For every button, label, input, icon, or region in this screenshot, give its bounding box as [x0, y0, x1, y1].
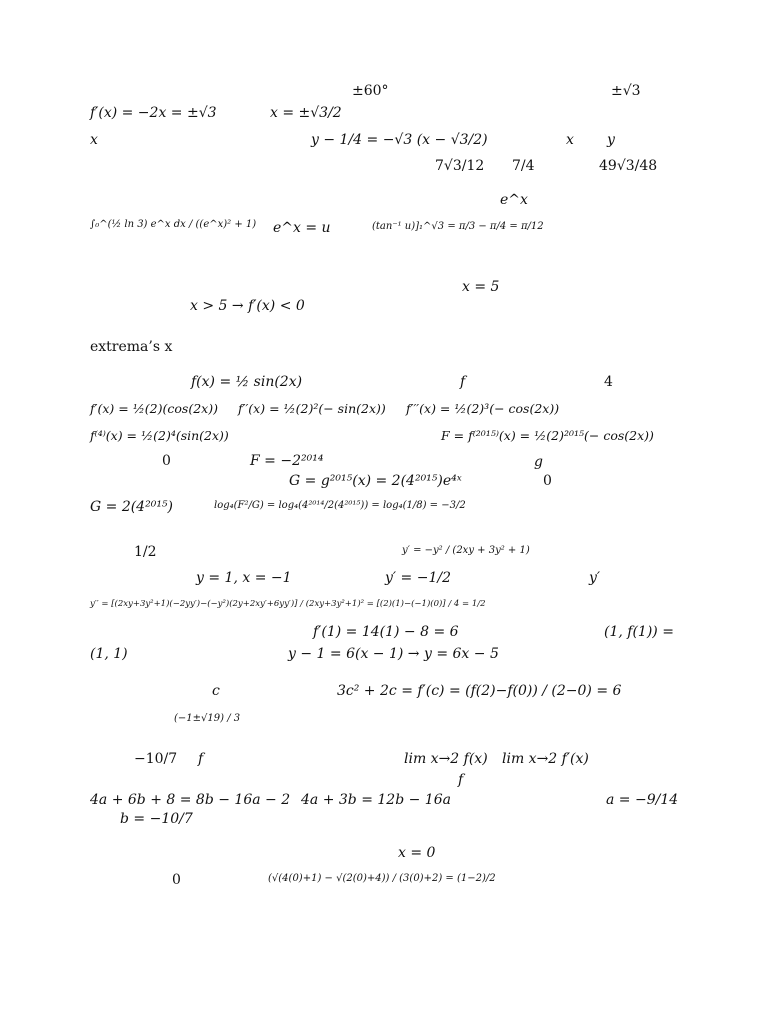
- expression: f′(x) = ½(2)(cos(2x)): [90, 401, 218, 416]
- expression: (1, 1): [90, 646, 128, 662]
- expression: y′ = −1/2: [385, 570, 451, 586]
- expression: f: [458, 772, 464, 788]
- expression: f′(x) = −2x = ±√3: [90, 105, 217, 121]
- expression: x = 0: [398, 845, 436, 861]
- expression: y′′ = [(2xy+3y²+1)(−2yy′)−(−y²)(2y+2xy′+6yy′)] / (2xy+3y²+1)² = [(2)(1)−(−1)(0)] / 4 = 1/2: [90, 599, 486, 609]
- expression: y′ = −y² / (2xy + 3y² + 1): [402, 545, 530, 556]
- expression: x > 5 → f′(x) < 0: [190, 298, 305, 314]
- expression: (−1±√19) / 3: [174, 713, 241, 724]
- expression: (tan⁻¹ u)]₁^√3 = π/3 − π/4 = π/12: [372, 221, 544, 232]
- expression: F = −2²⁰¹⁴: [250, 453, 324, 469]
- expression: G = g²⁰¹⁵(x) = 2(4²⁰¹⁵)e⁴ˣ: [289, 473, 462, 489]
- expression: y − 1 = 6(x − 1) → y = 6x − 5: [288, 646, 499, 662]
- integral-expression: ∫₀^(½ ln 3) e^x dx / ((e^x)² + 1): [90, 219, 257, 230]
- expression: 7/4: [512, 158, 535, 174]
- expression: y′: [589, 570, 601, 586]
- expression: x = 5: [462, 279, 500, 295]
- expression: y − 1/4 = −√3 (x − √3/2): [311, 132, 488, 148]
- expression: f′′(x) = ½(2)²(− sin(2x)): [238, 401, 386, 416]
- expression: e^x = u: [273, 220, 331, 236]
- expression: y: [607, 132, 615, 148]
- expression: ±60°: [352, 83, 389, 99]
- expression: ±√3: [611, 83, 641, 99]
- expression: x: [90, 132, 98, 148]
- expression: x = ±√3/2: [270, 105, 342, 121]
- expression: f: [198, 751, 204, 767]
- expression: −10/7: [134, 751, 178, 767]
- expression: f: [460, 374, 466, 390]
- expression: 7√3/12: [435, 158, 485, 174]
- expression: G = 2(4²⁰¹⁵): [90, 499, 174, 515]
- expression: log₄(F²/G) = log₄(4²⁰¹⁴/2(4²⁰¹⁵)) = log₄(1/8) = −3/2: [214, 500, 466, 511]
- expression: (√(4(0)+1) − √(2(0)+4)) / (3(0)+2) = (1−2)/2: [268, 873, 496, 884]
- expression: 4a + 6b + 8 = 8b − 16a − 2: [90, 792, 291, 808]
- expression: (1, f(1)) =: [604, 624, 674, 640]
- expression: y = 1, x = −1: [196, 570, 292, 586]
- expression: 0: [543, 473, 552, 489]
- expression: b = −10/7: [120, 811, 193, 827]
- expression: 0: [162, 453, 171, 469]
- expression: extrema’s x: [90, 339, 173, 355]
- expression: 3c² + 2c = f′(c) = (f(2)−f(0)) / (2−0) = 6: [337, 683, 622, 699]
- expression: 1/2: [134, 544, 157, 560]
- expression: lim x→2 f(x): [404, 751, 488, 767]
- expression: 0: [172, 872, 181, 888]
- expression: g: [534, 454, 543, 470]
- expression: 49√3/48: [599, 158, 658, 174]
- expression: c: [212, 683, 220, 699]
- expression: x: [566, 132, 574, 148]
- expression: 4: [604, 374, 613, 390]
- expression: f′(1) = 14(1) − 8 = 6: [313, 624, 459, 640]
- expression: f′′′(x) = ½(2)³(− cos(2x)): [406, 401, 560, 416]
- expression: f(x) = ½ sin(2x): [191, 374, 303, 390]
- expression: lim x→2 f′(x): [502, 751, 589, 767]
- expression: 4a + 3b = 12b − 16a: [301, 792, 451, 808]
- expression: a = −9/14: [606, 792, 679, 808]
- expression: F = f⁽²⁰¹⁵⁾(x) = ½(2)²⁰¹⁵(− cos(2x)): [441, 428, 654, 443]
- expression: f⁽⁴⁾(x) = ½(2)⁴(sin(2x)): [90, 428, 229, 443]
- expression: e^x: [500, 192, 528, 208]
